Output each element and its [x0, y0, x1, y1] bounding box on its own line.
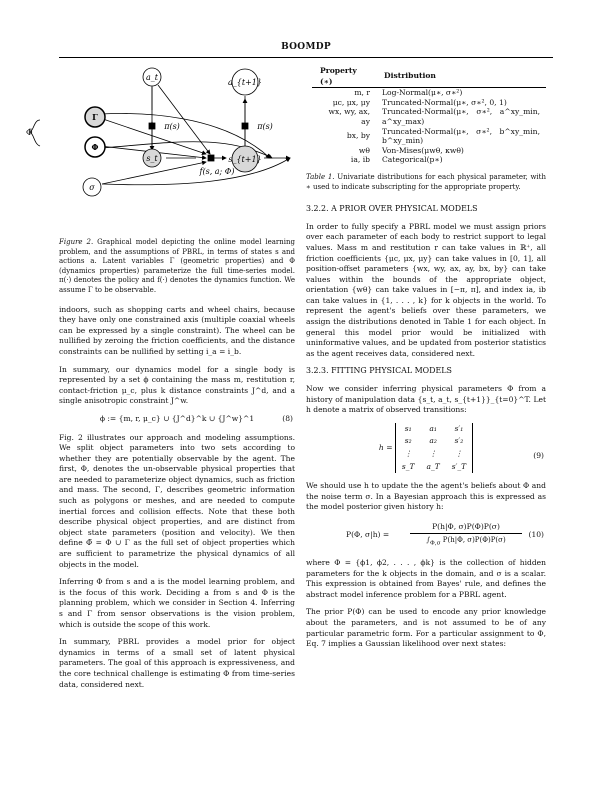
- equation-10: P(Φ, σ|h) = P(h|Φ, σ)P(Φ)P(σ) $\int_{\Phi,\sigma}$ P(h|Φ, σ)P(Φ)P(σ) (10): [346, 521, 544, 547]
- table-row: m, r Log-Normal(μ∗, σ∗²): [354, 88, 463, 98]
- table-row: ia, ib Categorical(p∗): [350, 155, 443, 165]
- right-paragraph-4: where Φ = {ϕ1, ϕ2, . . . , ϕk} is the collection of hidden parameters for the k objects in the domain, and σ is a scalar. This expression is obtained from Bayes' rule, and defines the abstract model inference problem for a PBRL agent.: [306, 557, 546, 599]
- section-heading-prior: 3.2.2. A PRIOR OVER PHYSICAL MODELS: [306, 204, 478, 214]
- equation-8: ϕ := {m, r, μ_c} ∪ {J^d}^k ∪ {J^w}^1 (8): [99, 413, 293, 423]
- table-header-distribution: Distribution: [376, 66, 546, 88]
- node-a-t: a_t: [146, 73, 158, 82]
- equation-9: h = s₁ a₁ s′₁ s₂ a₂ s′₂ ⋮ ⋮ ⋮ s_T a_T s′_T (9): [306, 423, 546, 473]
- graphical-model-figure: [22, 62, 297, 210]
- left-paragraph-4: Inferring Φ from s and a is the model learning problem, and is the focus of this work. Deciding a from s and Φ is the planning problem, which we consider in Section 4. Inferring s and Γ from sensor observations is the vision problem, which is outside the scope of this work.: [59, 577, 295, 629]
- right-paragraph-2: Now we consider inferring physical parameters Φ from a history of manipulation data {s_t, a_t, s_{t+1}}_{t=0}^T. Let h denote a matrix of observed transitions:: [306, 384, 546, 415]
- label-phi-tilde: Φ̃: [26, 128, 33, 137]
- section-heading-fitting: 3.2.3. FITTING PHYSICAL MODELS: [306, 366, 452, 376]
- left-paragraph-2: In summary, our dynamics model for a single body is represented by a set ϕ containing the mass m, restitution r, contact-friction μ_c, plus k distance constraints J^d, and a single anisotropic constraint J^w.: [59, 364, 295, 406]
- node-s-t1: s_{t+1}: [228, 155, 262, 164]
- right-paragraph-5: The prior P(Φ) can be used to encode any prior knowledge about the parameters, and is not assumed to be of any particular parametric form. For a particular assignment to Φ, Eq. 7 implies a Gaussian likelihood over next states:: [306, 607, 546, 649]
- left-paragraph-1: indoors, such as shopping carts and wheel chairs, because they have only one constrained axis (multiple coaxial wheels can be expressed by a single constraint). The wheel can be nullified by zeroing the friction coefficients, and the distance constraints can be nullified by setting i_a = i_b.: [59, 304, 295, 356]
- left-column: [59, 238, 295, 697]
- table-row: bx, by Truncated-Normal(μ∗, σ∗², b^xy_min, b^xy_min): [346, 126, 540, 146]
- label-policy-1: π(s): [164, 122, 180, 131]
- node-s-t: s_t: [146, 154, 158, 163]
- node-phi: Φ: [91, 142, 99, 152]
- left-paragraph-5: In summary, PBRL provides a model prior for object dynamics in terms of a small set of latent physical parameters. The goal of this approach is expressiveness, and the core technical challenge is estimating Φ from time-series data, considered next.: [59, 637, 295, 689]
- running-header: BOOMDP: [281, 42, 331, 52]
- right-paragraph-1: In order to fully specify a PBRL model we must assign priors over each parameter of each body to restrict support to legal values. Mass m and restitution r can take values in ℝ⁺, all friction coefficients {μc, μx, μy} can take values in [0, 1], all position-offset parameters {wx, wy, ax, ay, bx, by} can take values within the bounds of the appropriate object, orientation {wθ} can take values in [−π, π], and index ia, ib can take values in {1, . . . , k} for k objects in the world. To represent the agent's beliefs over these parameters, we assign the distributions denoted in Table 1 for each object. In general this model prior would be initialized with uninformative values, and be updated from posterior statistics as the agent receives data, considered next.: [306, 221, 546, 358]
- figure-caption: Figure 2. Graphical model depicting the online model learning problem, and the assumptions of PBRL, in terms of states s and actions a. Latent variables Γ (geometric properties) and Φ (dynamics properties) parameterize the full time-series model. π(·) denotes the policy and f(·) denotes the dynamics function. We assume Γ to be observable.: [59, 238, 295, 294]
- header-rule: [59, 57, 553, 58]
- table-caption: Table 1. Univariate distributions for each physical parameter, with ∗ used to indicate subscripting for the appropriate property.: [306, 172, 546, 191]
- table-row: wθ Von-Mises(μwθ, κwθ): [358, 145, 464, 155]
- label-dynamics: f(s, a; Φ): [199, 167, 235, 176]
- table-header-property: Property (∗): [312, 66, 376, 88]
- right-paragraph-3: We should use h to update the the agent's beliefs about Φ and the noise term σ. In a Bayesian approach this is expressed as the model posterior given history h:: [306, 481, 546, 512]
- label-policy-2: π(s): [257, 122, 273, 131]
- right-column: [306, 66, 546, 657]
- node-a-t1: a_{t+1}: [228, 78, 262, 87]
- table-row: μc, μx, μy Truncated-Normal(μ∗, σ∗², 0, 1): [332, 97, 507, 107]
- node-gamma: Γ: [92, 112, 98, 122]
- property-table: [312, 66, 546, 165]
- node-sigma: σ: [89, 183, 95, 192]
- left-paragraph-3: Fig. 2 illustrates our approach and modeling assumptions. We split object parameters into two sets according to whether they are potentially observable by the agent. The first, Φ, denotes the un-observable physical properties that are needed to parameterize object dynamics, such as friction and mass. The second, Γ, describes geometric information such as polygons or meshes, and are needed to compute inertial forces and collision effects. Note that these both describe physical object properties, and are distinct from object state parameters (position and velocity). We then define Φ̃ = Φ ∪ Γ as the full set of object properties which are sufficient to parametrize the physical dynamics of all objects in the model.: [59, 432, 295, 569]
- table-row: wx, wy, ax, ay Truncated-Normal(μ∗, σ∗², a^xy_min, a^xy_max): [328, 107, 540, 126]
